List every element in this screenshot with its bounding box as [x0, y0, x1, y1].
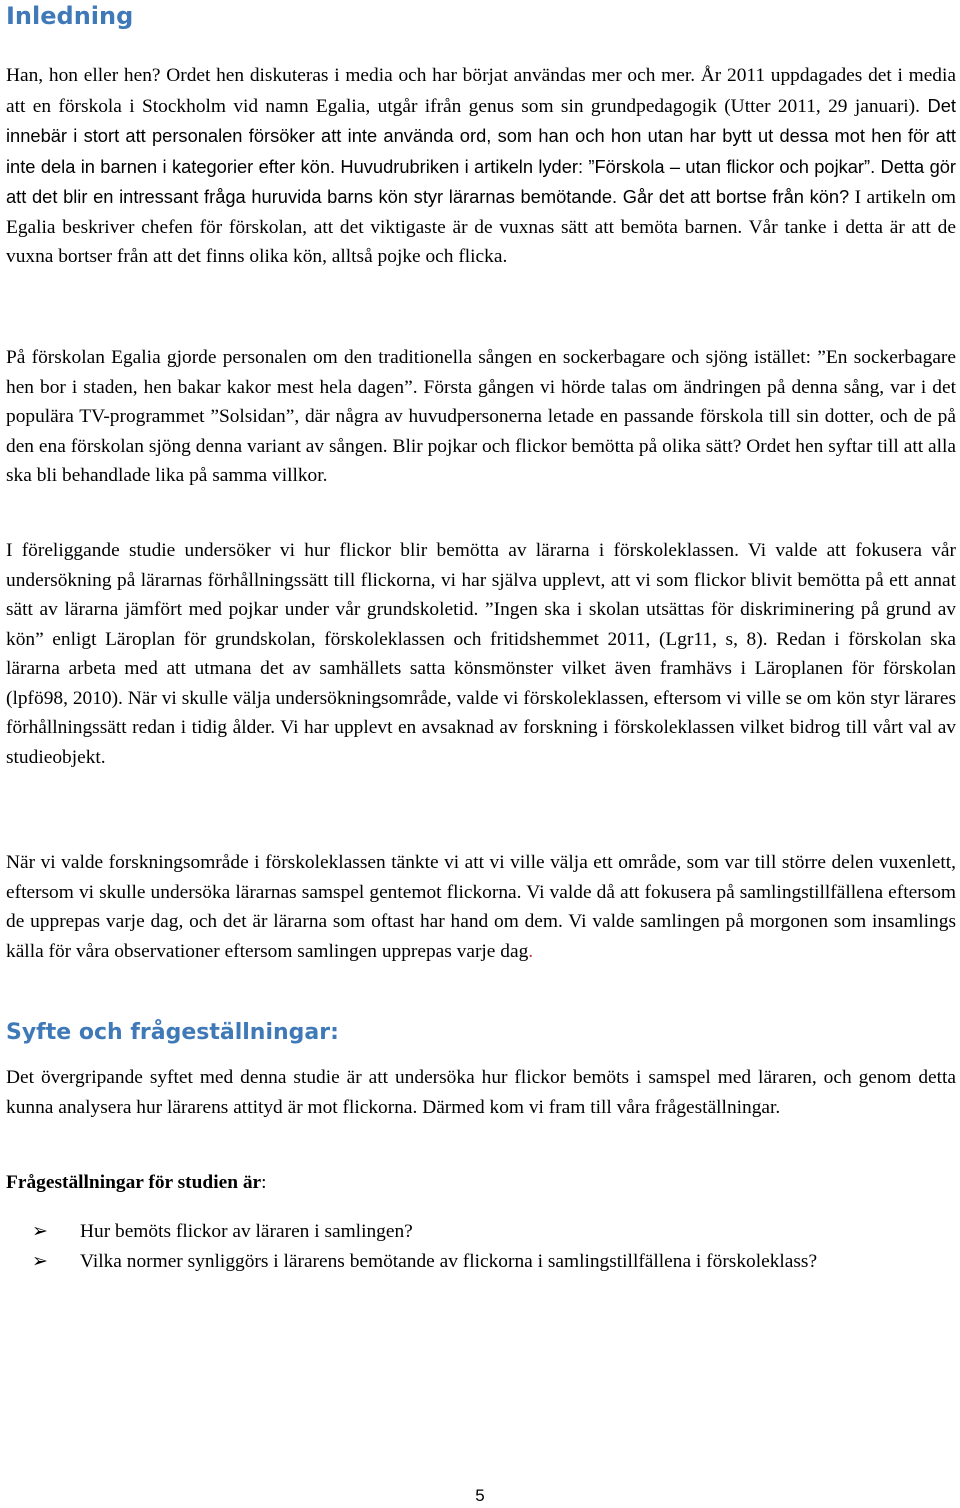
paragraph-intro-2: På förskolan Egalia gjorde personalen om den traditionella sången en sockerbagare och sjöng istället: ”En sockerbagare hen bor i staden, hen bakar kakor mest hela dagen”. Första gången vi hörde talas om ändringen på denna sång, var i det populära TV-programmet ”Solsidan”, där några av huvudpersonerna letade en passande förskola till sin dotter, och de på den ena förskolan sjöng denna variant av sången. Blir pojkar och flickor bemötta på olika sätt? Ordet hen syftar till att alla ska bli behandlade lika på samma villkor. — [6, 347, 956, 486]
paragraph-intro-3: I föreliggande studie undersöker vi hur flickor blir bemötta av lärarna i förskoleklassen. Vi valde att fokusera vår undersökning på lärarnas förhållningssätt till flickorna, vi har själva upplevt, att vi som flickor blivit bemötta på ett annat sätt av lärarna jämfört med pojkar under vår grundskoletid. ”Ingen ska i skolan utsättas för diskriminering på grund av kön” enligt Läroplan för grundskolan, förskoleklassen och fritidshemmet 2011, (Lgr11, s, 8). Redan i förskolan ska lärarna arbeta med att utmana det av samhällets satta könsmönster vilket även framhävs i Läroplanen för förskolan (lpfö98, 2010). När vi skulle välja undersökningsområde, valde vi förskoleklassen, eftersom vi ville se om kön styr lärares förhållningssätt redan i tidig ålder. Vi har upplevt en avsaknad av forskning i förskoleklassen vilket bidrog till vårt val av studieobjekt. — [6, 540, 956, 768]
question-text: Vilka normer synliggörs i lärarens bemötande av flickorna i samlingstillfällena i förskoleklass? — [80, 1250, 818, 1272]
section-heading-syfte: Syfte och frågeställningar: — [6, 1020, 339, 1045]
paragraph-intro-1-part-3: I artikeln om Egalia beskriver chefen för förskolan, att det viktigaste är de vuxnas sätt att bemöta barnen. Vår tanke i detta är att de vuxna bortser från att det finns olika kön, alltså pojke och flicka. — [6, 187, 956, 267]
questions-list — [6, 1217, 956, 1276]
arrow-bullet-icon: ➢ — [32, 1249, 48, 1272]
questions-label — [6, 1168, 956, 1198]
list-item — [6, 1247, 956, 1277]
question-text: Hur bemöts flickor av läraren i samlingen? — [80, 1221, 413, 1242]
questions-label-text: Frågeställningar för studien är — [6, 1172, 262, 1193]
page-number: 5 — [475, 1486, 485, 1505]
paragraph-intro-4 — [6, 848, 956, 966]
paragraph-intro-1 — [6, 61, 956, 272]
section-heading-inledning: Inledning — [6, 2, 134, 30]
paragraph-intro-1-part-2: Det innebär i stort att personalen försöker att inte använda ord, som han och hon utan har bytt ut dessa mot hen för att inte dela in barnen i kategorier efter kön. Huvudrubriken i artikeln lyder: ”Förskola – utan flickor och pojkar”. Detta gör att det blir en intressant fråga huruvida barns kön styr lärarnas bemötande. Går det att bortse från kön? — [6, 94, 957, 207]
paragraph-intro-4-period: . — [528, 940, 534, 962]
paragraph-intro-4-text: När vi valde forskningsområde i förskoleklassen tänkte vi att vi ville välja ett område, som var till större delen vuxenlett, eftersom vi skulle undersöka lärarnas samspel gentemot flickorna. Vi valde då att fokusera på samlingstillfällena eftersom de upprepas varje dag, och det är lärarna som oftast har hand om dem. Vi valde samlingen på morgonen som insamlings källa för våra observationer eftersom samlingen upprepas varje dag — [6, 852, 956, 962]
questions-label-colon: : — [261, 1172, 267, 1193]
paragraph-syfte-1: Det övergripande syftet med denna studie är att undersöka hur flickor bemöts i samspel med läraren, och genom detta kunna analysera hur lärarens attityd är mot flickorna. Därmed kom vi fram till våra frågeställningar. — [6, 1067, 956, 1118]
paragraph-intro-1-part-1: Han, hon eller hen? Ordet hen diskuteras i media och har börjat användas mer och mer. År 2011 uppdagades det i media att en förskola i Stockholm vid namn Egalia, utgår ifrån genus som sin grundpedagogik (Utter 2011, 29 januari). — [6, 65, 956, 117]
list-item — [6, 1217, 956, 1247]
arrow-bullet-icon: ➢ — [32, 1220, 48, 1242]
